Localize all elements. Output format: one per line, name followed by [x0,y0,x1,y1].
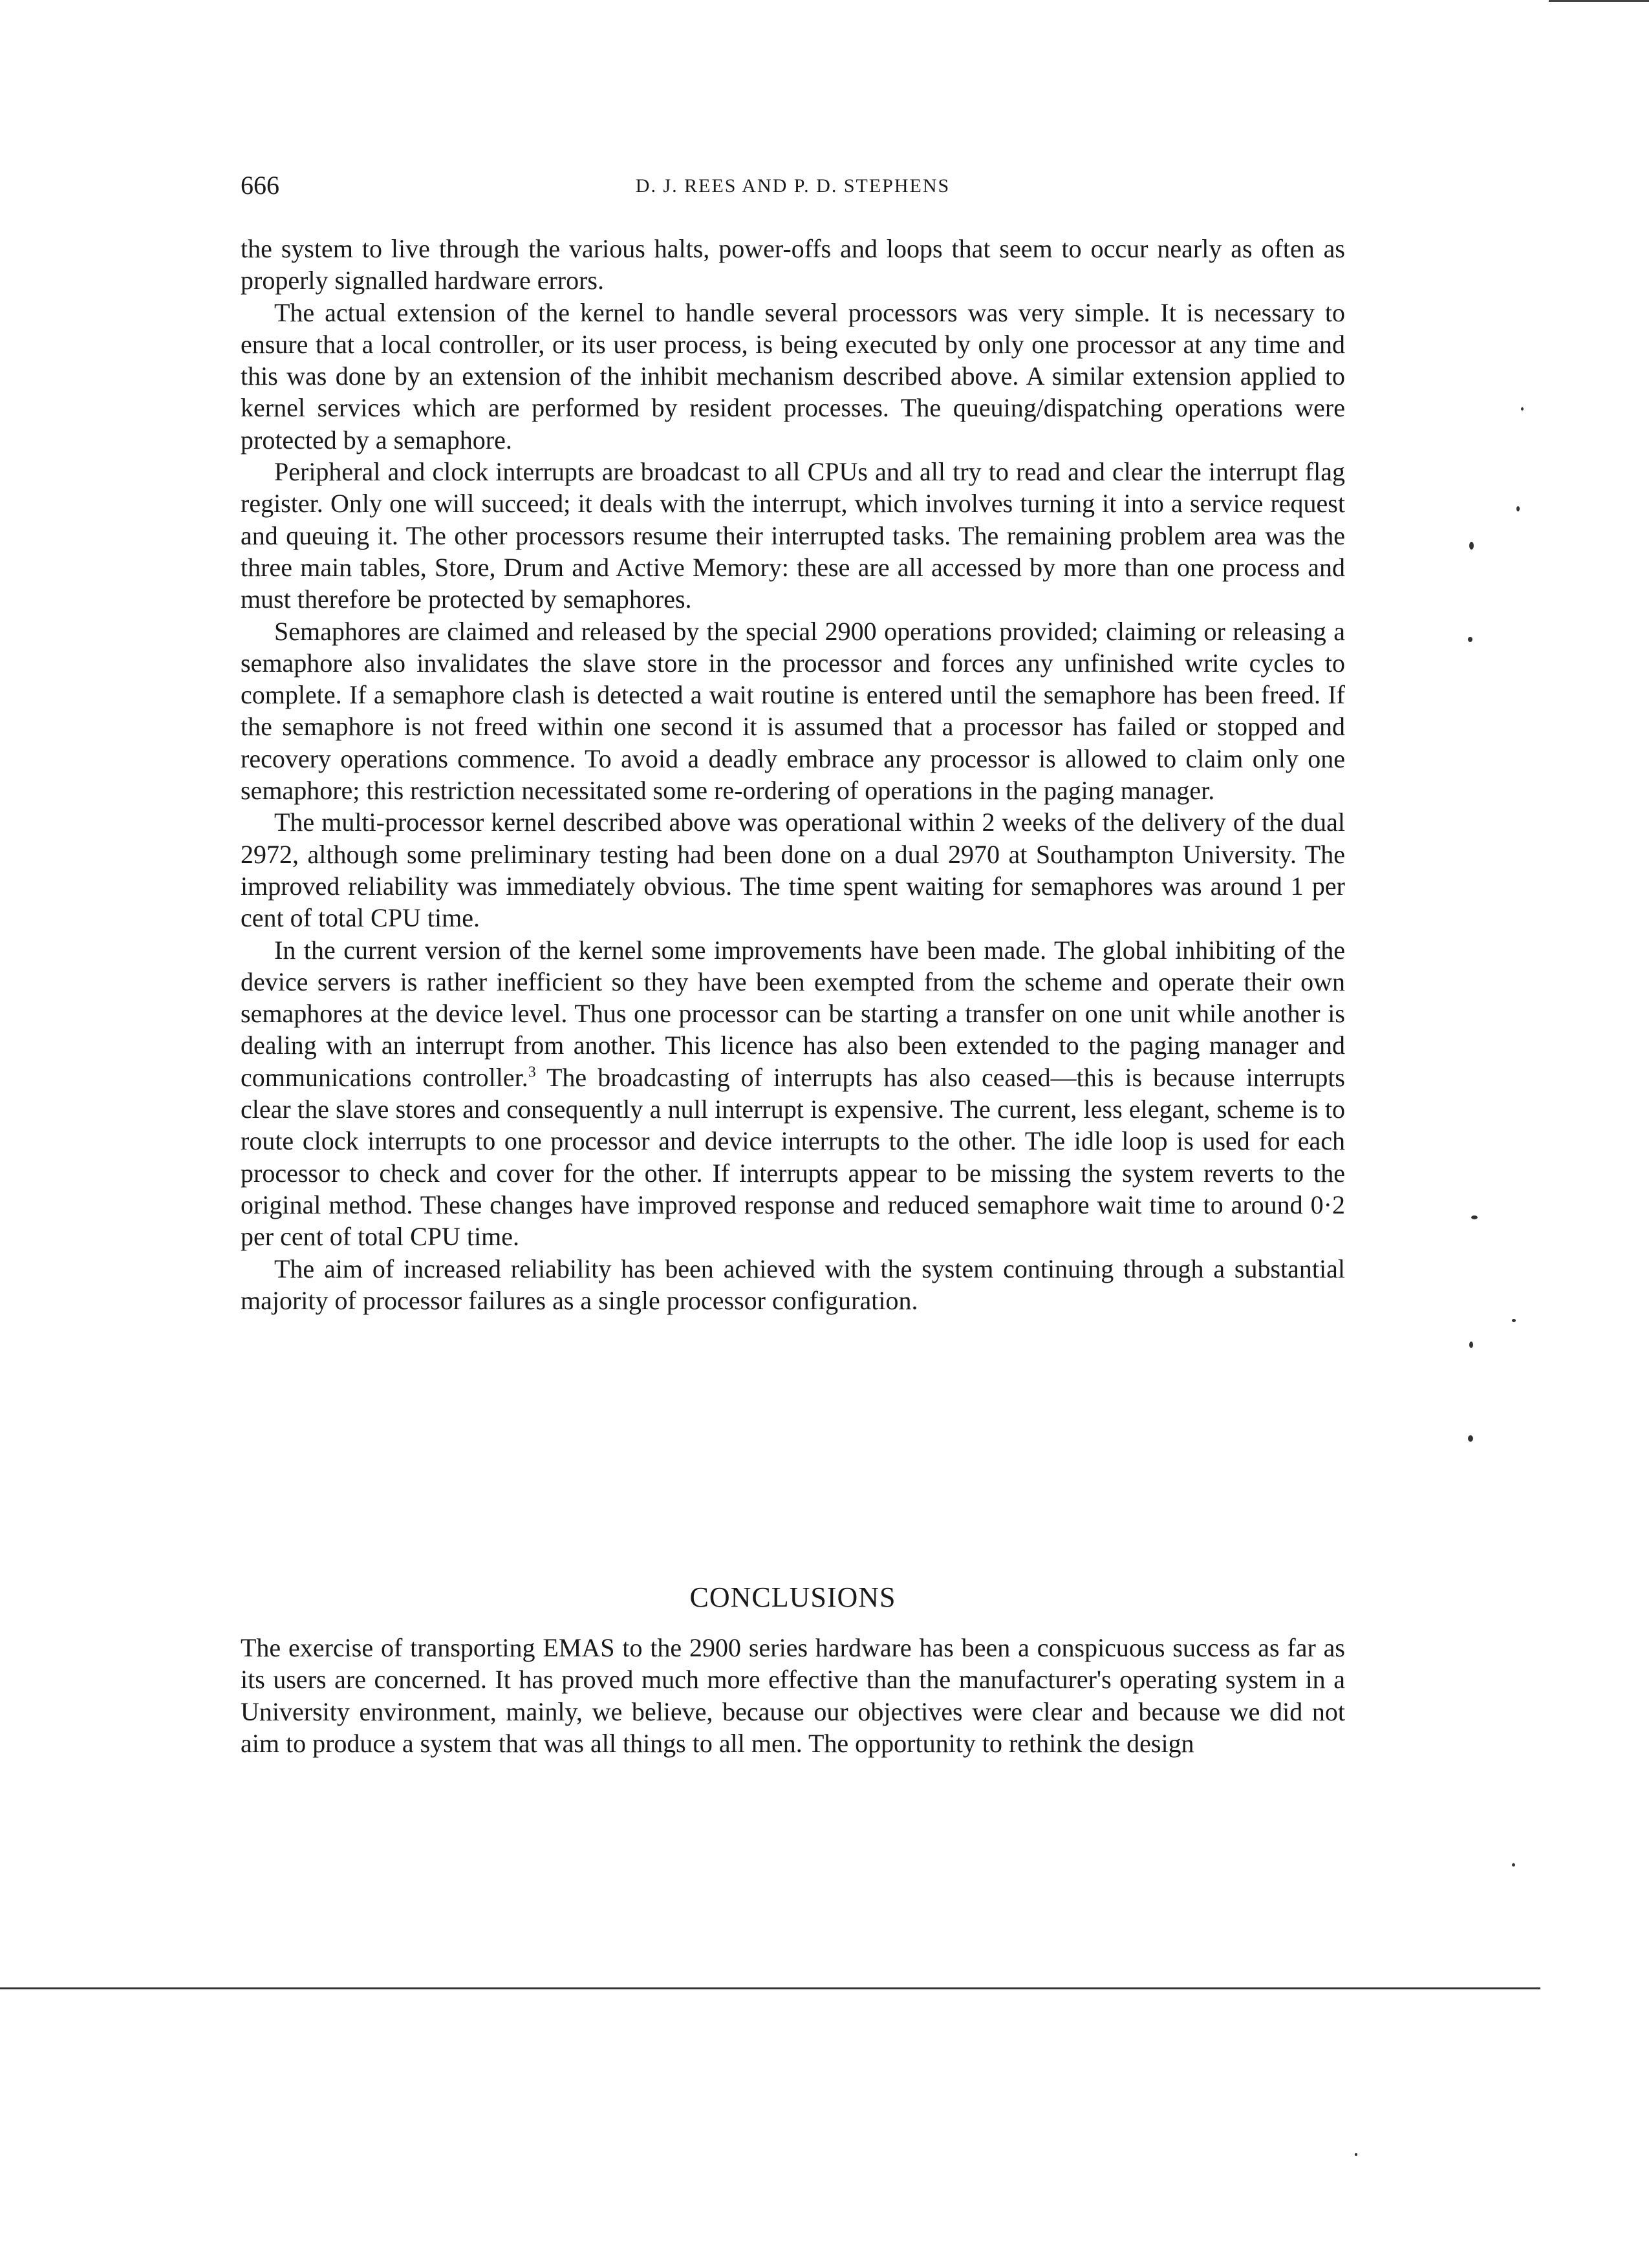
paragraph-7: The aim of increased reliability has been achieved with the system continuing through a substantial majority of processor failures as a single processor configuration. [241,1254,1345,1315]
paragraph-5: The multi-processor kernel described above was operational within 2 weeks of the delivery of the dual 2972, although some preliminary testing had been done on a dual 2970 at Southampton University. The improved reliability was immediately obvious. The time spent waiting for semaphores was around 1 per cent of total CPU time. [241,808,1345,933]
paragraph-4: Semaphores are claimed and released by the special 2900 operations provided; claiming or releasing a semaphore also invalidates the slave store in the processor and forces any unfinished write cycles to complete. If a semaphore clash is detected a wait routine is entered until the semaphore has been freed. If the semaphore is not freed within one second it is assumed that a processor has failed or stopped and recovery operations commence. To avoid a deadly embrace any processor is allowed to claim only one semaphore; this restriction necessitated some re-ordering of operations in the paging manager. [241,616,1345,806]
scan-speck [1512,1319,1516,1322]
scan-edge-top [1549,0,1649,2]
footnote-reference: 3 [528,1064,536,1081]
body-text [241,233,1345,1316]
running-head: D. J. REES AND P. D. STEPHENS [635,175,951,197]
paragraph-6-start: In the current version of the kernel some improvements have been made. The global inhibiting of the device servers is rather inefficient so they have been exempted from the scheme and operate their own semaphores at the device level. Thus one processor can be starting a transfer on one unit while another is dealing with an interrupt from another. This licence has also been extended to the paging manager and communications controller. [241,935,1345,1092]
paragraph-3: Peripheral and clock interrupts are broadcast to all CPUs and all try to read and clear the interrupt flag register. Only one will succeed; it deals with the interrupt, which involves turning it into a service request and queuing it. The other processors resume their interrupted tasks. The remaining problem area was the three main tables, Store, Drum and Active Memory: these are all accessed by more than one process and must therefore be protected by semaphores. [241,457,1345,614]
paragraph-6 [241,934,1345,1253]
paragraph-2: The actual extension of the kernel to handle several processors was very simple. It is necessary to ensure that a local controller, or its user process, is being executed by only one processor at any time and this was done by an extension of the inhibit mechanism described above. A similar extension applied to kernel services which are performed by resident processes. The queuing/dispatching operations were protected by a semaphore. [241,297,1345,455]
paragraph-6-continuation: The broadcasting of interrupts has also ceased—this is because interrupts clear the slave stores and consequently a null interrupt is expensive. The current, less elegant, scheme is to route clock interrupts to one processor and device interrupts to the other. The idle loop is used for each processor to check and cover for the other. If interrupts appear to be missing the system reverts to the original method. These changes have improved response and reduced semaphore wait time to around 0·2 per cent of total CPU time. [241,1062,1345,1252]
scan-speck [1355,2153,1357,2156]
scan-speck [1521,407,1524,411]
scan-speck [1469,542,1474,550]
page-header [241,169,1345,208]
page-number: 666 [241,171,279,200]
scan-speck [1468,1435,1473,1442]
paragraph-1: the system to live through the various halts, power-offs and loops that seem to occur nearly as often as properly signalled hardware errors. [241,234,1345,295]
scan-speck [1512,1863,1515,1867]
section-heading-conclusions: CONCLUSIONS [689,1581,896,1613]
scan-speck [1468,637,1472,642]
scan-edge-bottom [0,1987,1540,1989]
conclusions-paragraph: The exercise of transporting EMAS to the 2900 series hardware has been a conspicuous success as far as its users are concerned. It has proved much more effective than the manufacturer's operating system in a University environment, mainly, we believe, because our objectives were clear and because we did not aim to produce a system that was all things to all men. The opportunity to rethink the design [241,1633,1345,1758]
scan-speck [1469,1342,1473,1348]
scan-speck [1516,506,1520,511]
scan-speck [1471,1215,1478,1219]
